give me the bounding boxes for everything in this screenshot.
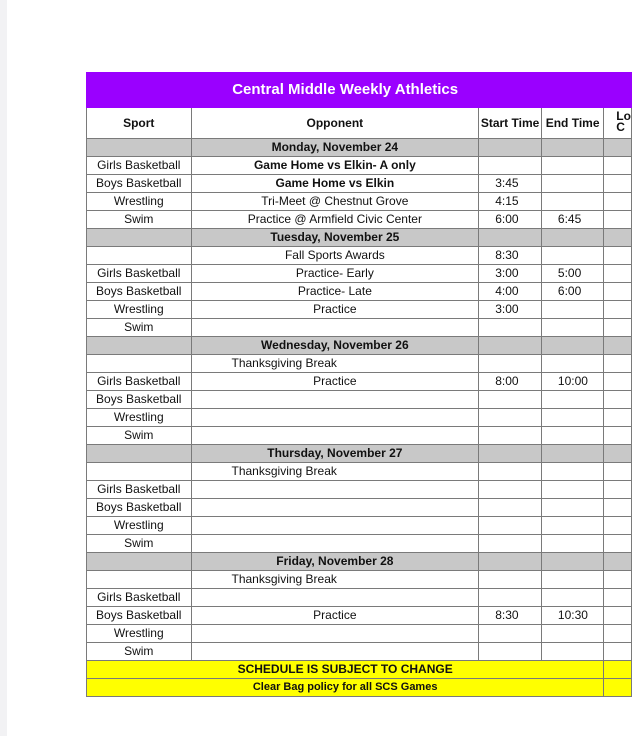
footer-policy-row	[87, 679, 632, 697]
title-row	[87, 73, 632, 108]
end-time-cell	[541, 391, 603, 409]
sport-cell: Wrestling	[87, 409, 192, 427]
sport-cell: Swim	[87, 427, 192, 445]
location-cell	[604, 607, 632, 625]
table-row	[87, 211, 632, 229]
day-header-row	[87, 445, 632, 463]
location-cell	[604, 589, 632, 607]
day-blank-cell	[479, 553, 542, 571]
sport-cell: Girls Basketball	[87, 589, 192, 607]
location-cell	[604, 409, 632, 427]
table-row	[87, 409, 632, 427]
athletics-schedule-table	[86, 72, 632, 697]
day-blank-cell	[541, 139, 603, 157]
schedule-change-notice: SCHEDULE IS SUBJECT TO CHANGE	[87, 661, 604, 679]
location-cell	[604, 499, 632, 517]
location-cell	[604, 391, 632, 409]
table-row	[87, 499, 632, 517]
table-row	[87, 319, 632, 337]
table-row	[87, 157, 632, 175]
end-time-cell	[541, 301, 603, 319]
end-time-cell: 6:00	[541, 283, 603, 301]
sport-cell: Girls Basketball	[87, 157, 192, 175]
sport-cell: Swim	[87, 643, 192, 661]
start-time-cell	[479, 409, 542, 427]
location-cell	[604, 211, 632, 229]
table-row	[87, 193, 632, 211]
day-blank-cell	[541, 337, 603, 355]
day-label: Monday, November 24	[191, 139, 479, 157]
sport-cell: Wrestling	[87, 193, 192, 211]
day-blank-cell	[87, 553, 192, 571]
start-time-cell	[479, 355, 542, 373]
location-cell	[604, 535, 632, 553]
sport-cell: Wrestling	[87, 517, 192, 535]
table-row	[87, 247, 632, 265]
footer-blank-cell	[604, 661, 632, 679]
start-time-cell: 8:00	[479, 373, 542, 391]
table-row	[87, 571, 632, 589]
start-time-cell	[479, 463, 542, 481]
sport-cell: Swim	[87, 535, 192, 553]
day-header-row	[87, 337, 632, 355]
location-cell	[604, 481, 632, 499]
day-blank-cell	[479, 337, 542, 355]
opponent-cell	[191, 481, 479, 499]
sport-cell: Boys Basketball	[87, 175, 192, 193]
table-row	[87, 517, 632, 535]
sport-cell	[87, 355, 192, 373]
sport-cell: Wrestling	[87, 301, 192, 319]
sport-cell: Swim	[87, 319, 192, 337]
start-time-cell	[479, 589, 542, 607]
document-page	[7, 0, 632, 736]
table-row	[87, 463, 632, 481]
header-end-time: End Time	[541, 108, 603, 139]
end-time-cell	[541, 463, 603, 481]
day-header-row	[87, 139, 632, 157]
location-cell	[604, 643, 632, 661]
day-blank-cell	[479, 229, 542, 247]
opponent-cell: Practice	[191, 373, 479, 391]
day-blank-cell	[604, 445, 632, 463]
end-time-cell: 10:30	[541, 607, 603, 625]
header-location-line2: C	[616, 120, 625, 134]
location-cell	[604, 193, 632, 211]
sport-cell	[87, 247, 192, 265]
sport-cell: Boys Basketball	[87, 499, 192, 517]
day-header-row	[87, 229, 632, 247]
start-time-cell: 4:15	[479, 193, 542, 211]
day-blank-cell	[479, 445, 542, 463]
opponent-cell	[191, 643, 479, 661]
footer-notice-row	[87, 661, 632, 679]
day-label: Thursday, November 27	[191, 445, 479, 463]
day-blank-cell	[87, 445, 192, 463]
end-time-cell	[541, 319, 603, 337]
day-label: Tuesday, November 25	[191, 229, 479, 247]
start-time-cell	[479, 427, 542, 445]
location-cell	[604, 373, 632, 391]
opponent-cell	[191, 409, 479, 427]
start-time-cell: 3:45	[479, 175, 542, 193]
day-label: Friday, November 28	[191, 553, 479, 571]
end-time-cell	[541, 175, 603, 193]
start-time-cell	[479, 391, 542, 409]
start-time-cell: 6:00	[479, 211, 542, 229]
start-time-cell: 8:30	[479, 607, 542, 625]
opponent-cell: Thanksgiving Break	[191, 355, 479, 373]
opponent-cell: Tri-Meet @ Chestnut Grove	[191, 193, 479, 211]
day-blank-cell	[87, 139, 192, 157]
table-row	[87, 175, 632, 193]
sport-cell: Boys Basketball	[87, 607, 192, 625]
location-cell	[604, 427, 632, 445]
table-row	[87, 391, 632, 409]
opponent-cell	[191, 535, 479, 553]
opponent-cell: Game Home vs Elkin	[191, 175, 479, 193]
opponent-cell: Practice	[191, 607, 479, 625]
location-cell	[604, 157, 632, 175]
table-row	[87, 607, 632, 625]
day-blank-cell	[87, 337, 192, 355]
opponent-cell: Practice- Late	[191, 283, 479, 301]
opponent-cell	[191, 517, 479, 535]
location-cell	[604, 517, 632, 535]
opponent-cell: Practice- Early	[191, 265, 479, 283]
header-row	[87, 108, 632, 139]
table-row	[87, 625, 632, 643]
location-cell	[604, 319, 632, 337]
start-time-cell	[479, 319, 542, 337]
day-blank-cell	[541, 445, 603, 463]
location-cell	[604, 625, 632, 643]
opponent-cell	[191, 391, 479, 409]
opponent-cell: Game Home vs Elkin- A only	[191, 157, 479, 175]
end-time-cell	[541, 517, 603, 535]
day-blank-cell	[541, 553, 603, 571]
sport-cell: Girls Basketball	[87, 373, 192, 391]
end-time-cell	[541, 481, 603, 499]
start-time-cell	[479, 643, 542, 661]
header-sport: Sport	[87, 108, 192, 139]
clear-bag-policy: Clear Bag policy for all SCS Games	[87, 679, 604, 697]
opponent-cell: Practice @ Armfield Civic Center	[191, 211, 479, 229]
day-blank-cell	[479, 139, 542, 157]
header-location-partial	[604, 108, 632, 139]
end-time-cell	[541, 193, 603, 211]
end-time-cell	[541, 571, 603, 589]
end-time-cell	[541, 535, 603, 553]
start-time-cell: 4:00	[479, 283, 542, 301]
start-time-cell	[479, 571, 542, 589]
table-row	[87, 535, 632, 553]
day-header-row	[87, 553, 632, 571]
table-row	[87, 355, 632, 373]
table-row	[87, 643, 632, 661]
table-row	[87, 481, 632, 499]
day-label: Wednesday, November 26	[191, 337, 479, 355]
schedule-title: Central Middle Weekly Athletics	[87, 73, 604, 108]
end-time-cell	[541, 409, 603, 427]
end-time-cell	[541, 499, 603, 517]
sport-cell: Swim	[87, 211, 192, 229]
table-row	[87, 283, 632, 301]
day-blank-cell	[87, 229, 192, 247]
sport-cell: Girls Basketball	[87, 265, 192, 283]
opponent-cell: Thanksgiving Break	[191, 463, 479, 481]
table-row	[87, 589, 632, 607]
end-time-cell	[541, 589, 603, 607]
day-blank-cell	[604, 553, 632, 571]
location-cell	[604, 301, 632, 319]
opponent-cell	[191, 589, 479, 607]
header-opponent: Opponent	[191, 108, 479, 139]
end-time-cell: 5:00	[541, 265, 603, 283]
table-row	[87, 427, 632, 445]
opponent-cell: Practice	[191, 301, 479, 319]
location-cell	[604, 283, 632, 301]
table-row	[87, 373, 632, 391]
sport-cell	[87, 463, 192, 481]
end-time-cell	[541, 625, 603, 643]
start-time-cell	[479, 157, 542, 175]
sport-cell: Boys Basketball	[87, 283, 192, 301]
sport-cell: Wrestling	[87, 625, 192, 643]
location-cell	[604, 355, 632, 373]
start-time-cell	[479, 517, 542, 535]
sport-cell	[87, 571, 192, 589]
end-time-cell	[541, 157, 603, 175]
end-time-cell	[541, 355, 603, 373]
end-time-cell: 6:45	[541, 211, 603, 229]
footer-blank-cell	[604, 679, 632, 697]
opponent-cell	[191, 319, 479, 337]
header-start-time: Start Time	[479, 108, 542, 139]
location-cell	[604, 247, 632, 265]
sport-cell: Boys Basketball	[87, 391, 192, 409]
opponent-cell	[191, 499, 479, 517]
table-row	[87, 301, 632, 319]
location-cell	[604, 265, 632, 283]
day-blank-cell	[604, 337, 632, 355]
day-blank-cell	[541, 229, 603, 247]
end-time-cell	[541, 643, 603, 661]
table-row	[87, 265, 632, 283]
day-blank-cell	[604, 139, 632, 157]
location-cell	[604, 463, 632, 481]
sport-cell: Girls Basketball	[87, 481, 192, 499]
day-blank-cell	[604, 229, 632, 247]
start-time-cell	[479, 481, 542, 499]
opponent-cell	[191, 427, 479, 445]
header-location-line1: Lo	[616, 109, 631, 123]
start-time-cell: 3:00	[479, 301, 542, 319]
end-time-cell: 10:00	[541, 373, 603, 391]
start-time-cell: 8:30	[479, 247, 542, 265]
start-time-cell	[479, 535, 542, 553]
start-time-cell: 3:00	[479, 265, 542, 283]
location-cell	[604, 175, 632, 193]
start-time-cell	[479, 625, 542, 643]
opponent-cell	[191, 625, 479, 643]
end-time-cell	[541, 427, 603, 445]
opponent-cell: Thanksgiving Break	[191, 571, 479, 589]
start-time-cell	[479, 499, 542, 517]
location-cell	[604, 571, 632, 589]
opponent-cell: Fall Sports Awards	[191, 247, 479, 265]
title-cell-cut	[604, 73, 632, 108]
end-time-cell	[541, 247, 603, 265]
